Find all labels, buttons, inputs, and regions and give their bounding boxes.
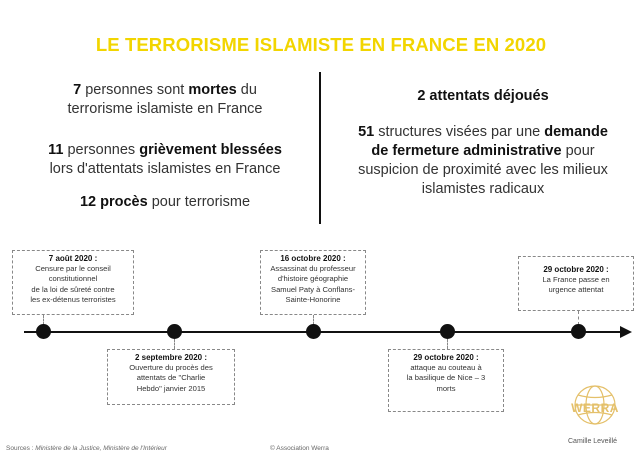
timeline-dot xyxy=(571,324,586,339)
timeline-event-box: 7 août 2020 : Censure par le conseil constitutionnel de la loi de sûreté contre les ex-détenus terroristes xyxy=(12,250,134,315)
stat-number: 7 xyxy=(73,82,82,98)
stat-number: 51 xyxy=(358,124,375,140)
event-date: 2 septembre 2020 : xyxy=(134,353,208,362)
timeline-connector xyxy=(447,339,448,349)
timeline-dot xyxy=(440,324,455,339)
page-title: LE TERRORISME ISLAMISTE EN FRANCE EN 2020 xyxy=(95,34,547,55)
stat-number: 11 xyxy=(48,142,64,158)
timeline-dot xyxy=(167,324,182,339)
timeline-event-box: 2 septembre 2020 : Ouverture du procès des attentats de "Charlie Hebdo" janvier 2015 xyxy=(107,349,235,405)
event-date: 16 octobre 2020 : xyxy=(280,254,346,263)
event-date: 29 octobre 2020 : xyxy=(543,265,609,274)
stat-injured: 11 personnes grièvement blessées lors d'attentats islamistes en France xyxy=(48,142,282,177)
timeline-arrow-icon xyxy=(620,326,632,338)
footer-sources: Sources : Ministère de la Justice, Ministère de l'Intérieur xyxy=(6,445,167,452)
timeline-event-box: 29 octobre 2020 : La France passe en urgence attentat xyxy=(518,256,634,311)
event-date: 29 octobre 2020 : xyxy=(413,353,479,362)
timeline-event-box: 29 octobre 2020 : attaque au couteau à la basilique de Nice – 3 morts xyxy=(388,349,504,412)
logo-text: WERRA xyxy=(571,401,619,415)
timeline-dot xyxy=(36,324,51,339)
stat-trials: 12 procès pour terrorisme xyxy=(79,194,251,210)
timeline-event-box: 16 octobre 2020 : Assassinat du professeur d'histoire géographie Samuel Paty à Conflans- Sainte-Honorine xyxy=(260,250,366,315)
timeline-dot xyxy=(306,324,321,339)
stat-foiled: 2 attentats déjoués xyxy=(417,88,549,104)
timeline-connector xyxy=(578,311,579,325)
timeline-connector xyxy=(174,339,175,349)
stat-deaths: 7 personnes sont mortes du terrorisme islamiste en France xyxy=(67,82,263,117)
stat-structures: 51 structures visées par une demande de fermeture administrative pour suspicion de proximité avec les milieux islamistes radicaux xyxy=(358,124,608,197)
footer-author: Camille Leveillé xyxy=(568,438,618,445)
event-date: 7 août 2020 : xyxy=(48,254,98,263)
stat-number: 12 xyxy=(79,194,97,210)
vertical-divider xyxy=(319,72,321,224)
footer-copyright: © Association Werra xyxy=(270,445,329,452)
timeline-line xyxy=(24,331,624,333)
